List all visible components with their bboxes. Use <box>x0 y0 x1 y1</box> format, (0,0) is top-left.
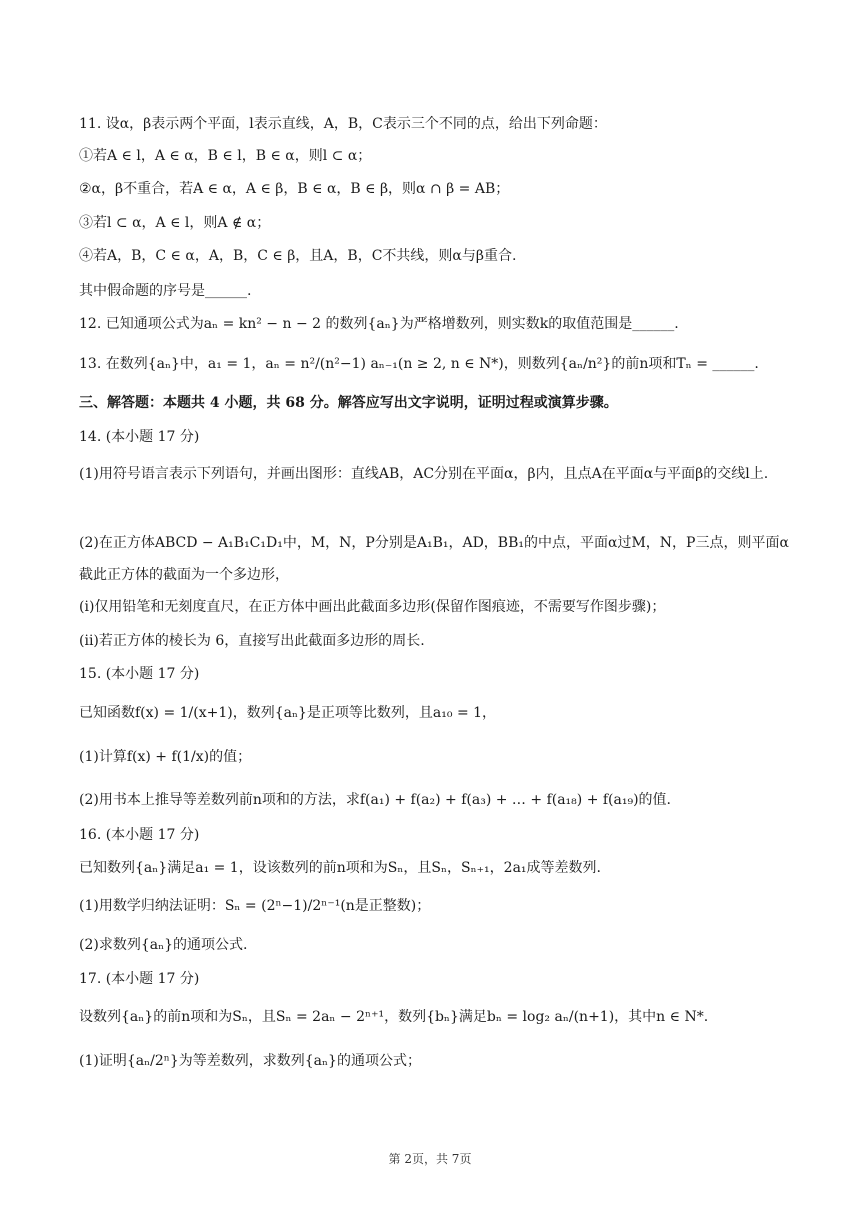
q14-part2: (2)在正方体ABCD − A₁B₁C₁D₁中，M，N，P分别是A₁B₁，AD，BB₁的中点，平面α过M，N，P三点，则平面α截此正方体的截面为一个多边形， <box>79 535 789 583</box>
q14-part2-ii: (ii)若正方体的棱长为 6，直接写出此截面多边形的周长. <box>79 633 425 649</box>
q11-answer-prompt: 其中假命题的序号是______. <box>79 283 252 299</box>
q16-part1: (1)用数学归纳法证明：Sₙ = (2ⁿ−1)/2ⁿ⁻¹(n是正整数)； <box>79 898 431 914</box>
q14-header: 14. (本小题 17 分) <box>79 429 200 445</box>
page-footer: 第 2页，共 7页 <box>388 1152 472 1166</box>
q16-header: 16. (本小题 17 分) <box>79 827 200 843</box>
q17-part1: (1)证明{aₙ/2ⁿ}为等差数列，求数列{aₙ}的通项公式； <box>79 1053 421 1069</box>
q15-part1: (1)计算f(x) + f(1/x)的值； <box>79 749 252 765</box>
section-heading: 三、解答题：本题共 4 小题，共 68 分。解答应写出文字说明，证明过程或演算步骤。 <box>79 395 618 411</box>
q17-header: 17. (本小题 17 分) <box>79 971 200 987</box>
q15-part2: (2)用书本上推导等差数列前n项和的方法，求f(a₁) + f(a₂) + f(a₃) + … + f(a₁₈) + f(a₁₉)的值. <box>79 792 671 808</box>
q11-prop-2: ②α，β不重合，若A ∈ α，A ∈ β，B ∈ α，B ∈ β，则α ∩ β = AB； <box>79 181 510 197</box>
q17-stem: 设数列{aₙ}的前n项和为Sₙ，且Sₙ = 2aₙ − 2ⁿ⁺¹，数列{bₙ}满足bₙ = log₂ aₙ/(n+1)，其中n ∈ N*. <box>79 1009 709 1025</box>
q11-prop-3: ③若l ⊂ α，A ∈ l，则A ∉ α； <box>79 215 271 231</box>
q15-header: 15. (本小题 17 分) <box>79 666 200 682</box>
q15-stem: 已知函数f(x) = 1/(x+1)，数列{aₙ}是正项等比数列，且a₁₀ = 1， <box>79 705 497 721</box>
q11-prop-1: ①若A ∈ l，A ∈ α，B ∈ l，B ∈ α，则l ⊂ α； <box>79 148 372 164</box>
q13: 13. 在数列{aₙ}中，a₁ = 1，aₙ = n²/(n²−1) aₙ₋₁(n ≥ 2, n ∈ N*)，则数列{aₙ/n²}的前n项和Tₙ = ______. <box>79 356 759 372</box>
q16-part2: (2)求数列{aₙ}的通项公式. <box>79 937 248 953</box>
q11-stem: 11. 设α，β表示两个平面，l表示直线，A，B，C表示三个不同的点，给出下列命题： <box>79 116 607 132</box>
q11-prop-4: ④若A，B，C ∈ α，A，B，C ∈ β，且A，B，C不共线，则α与β重合. <box>79 248 517 264</box>
q14-part1: (1)用符号语言表示下列语句，并画出图形：直线AB，AC分别在平面α，β内，且点A在平面α与平面β的交线l上. <box>79 466 769 482</box>
q14-part2-i: (i)仅用铅笔和无刻度直尺，在正方体中画出此截面多边形(保留作图痕迹，不需要写作图步骤)； <box>79 599 666 615</box>
q16-stem: 已知数列{aₙ}满足a₁ = 1，设该数列的前n项和为Sₙ，且Sₙ，Sₙ₊₁，2a₁成等差数列. <box>79 860 601 876</box>
q12: 12. 已知通项公式为aₙ = kn² − n − 2 的数列{aₙ}为严格增数列，则实数k的取值范围是______. <box>79 316 679 332</box>
